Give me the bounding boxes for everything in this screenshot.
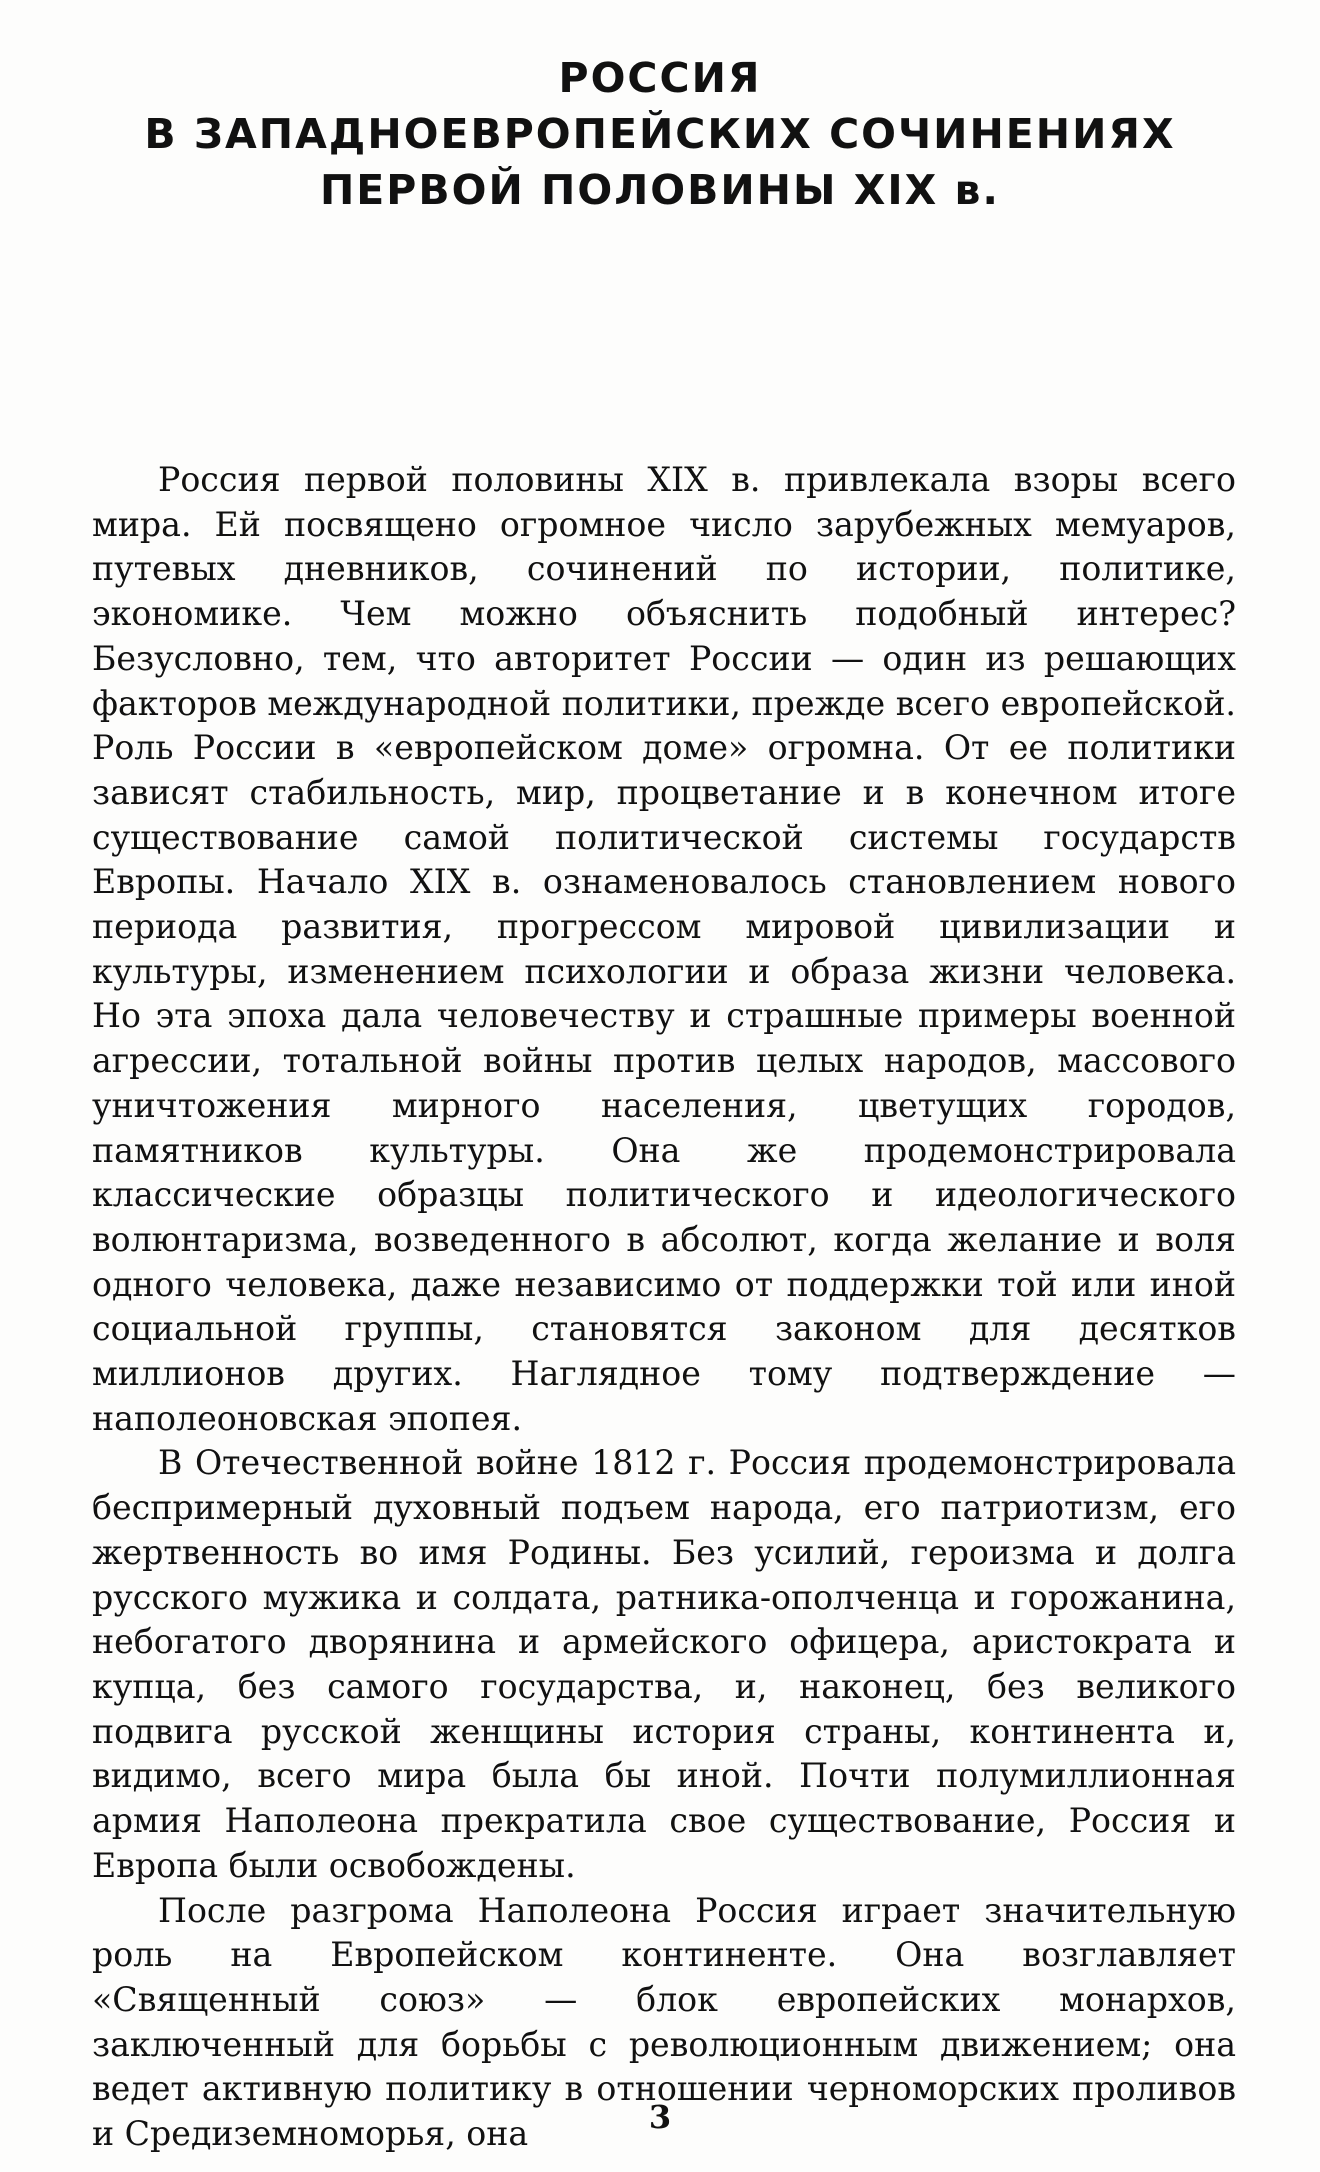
chapter-title-line-1: РОССИЯ xyxy=(558,54,762,102)
page-number: 3 xyxy=(648,2098,672,2136)
paragraph-1: Россия первой половины XIX в. привлекала взоры всего мира. Ей посвящено огромное число зарубежных мемуаров, путевых дневников, сочинений по истории, политике, экономике. Чем можно объяснить подобный интерес? Безусловно, тем, что авторитет России — один из решающих факторов международной политики, прежде всего европейской. Роль России в «европейском доме» огромна. От ее политики зависят стабильность, мир, процветание и в конечном итоге существование самой политической системы государств Европы. Начало XIX в. ознаменовалось становлением нового периода развития, прогрессом мировой цивилизации и культуры, изменением психологии и образа жизни человека. Но эта эпоха дала человечеству и страшные примеры военной агрессии, тотальной войны против целых народов, массового уничтожения мирного населения, цветущих городов, памятников культуры. Она же продемонстрировала классические образцы политического и идеологического волюнтаризма, возведенного в абсолют, когда желание и воля одного человека, даже независимо от поддержки той или иной социальной группы, становятся законом для десятков миллионов других. Наглядное тому подтверждение — наполеоновская эпопея. xyxy=(92,460,1236,1438)
chapter-title-line-3: ПЕРВОЙ ПОЛОВИНЫ XIX в. xyxy=(319,166,1001,214)
paragraph-2: В Отечественной войне 1812 г. Россия продемонстрировала беспримерный духовный подъем народа, его патриотизм, его жертвенность во имя Родины. Без усилий, героизма и долга русского мужика и солдата, ратника-ополченца и горожанина, небогатого дворянина и армейского офицера, аристократа и купца, без самого государства, и, наконец, без великого подвига русской женщины история страны, континента и, видимо, всего мира была бы иной. Почти полумиллионная армия Наполеона прекратила свое существование, Россия и Европа были освобождены. xyxy=(92,1443,1236,1885)
chapter-title-line-2: В ЗАПАДНОЕВРОПЕЙСКИХ СОЧИНЕНИЯХ xyxy=(144,110,1176,158)
chapter-title xyxy=(100,50,1220,218)
paragraph-3: После разгрома Наполеона Россия играет значительную роль на Европейском континенте. Она возглавляет «Священный союз» — блок европейских монархов, заключенный для борьбы с революционным движением; она ведет активную политику в отношении черноморских проливов и Средиземноморья, она xyxy=(92,1890,1236,2154)
body-text xyxy=(92,458,1236,2157)
